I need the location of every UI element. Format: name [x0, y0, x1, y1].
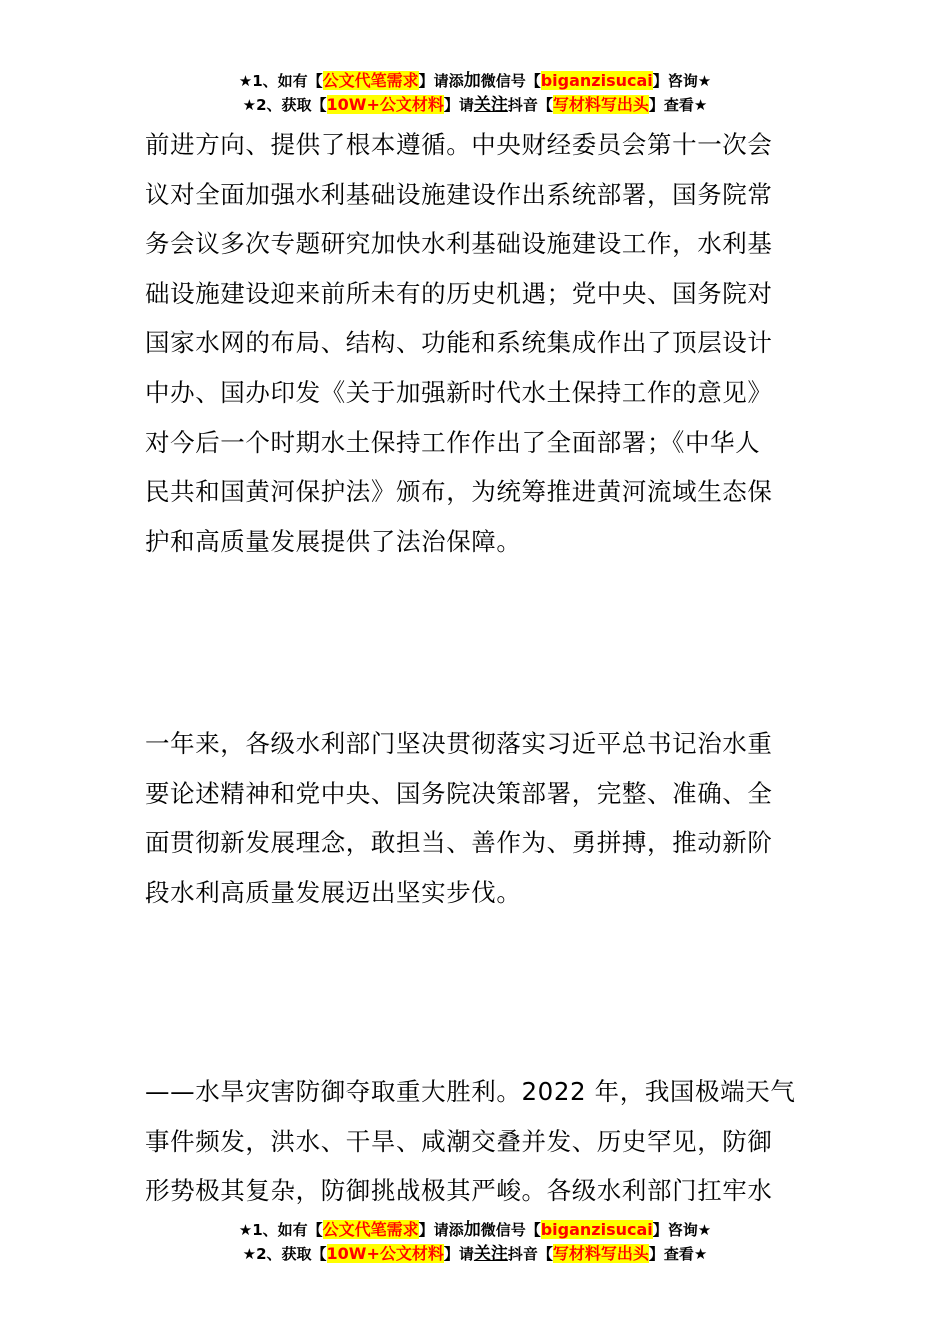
- ghostwriting-tag: 公文代笔需求: [322, 1220, 419, 1239]
- text-line: ——水旱灾害防御夺取重大胜利。2022 年，我国极端天气: [145, 1077, 796, 1106]
- banner-text: 】查看★: [648, 96, 708, 114]
- text-line: 段水利高质量发展迈出坚实步伐。: [145, 877, 522, 907]
- wechat-id: biganzisucai: [540, 71, 653, 90]
- banner-emphasis: 关注: [473, 1244, 508, 1264]
- footer-banner: [0, 1218, 950, 1266]
- banner-text: 抖音【: [507, 96, 553, 114]
- text-line: 中办、国办印发《关于加强新时代水土保持工作的意见》: [145, 377, 773, 407]
- banner-text: 】咨询★: [652, 72, 712, 90]
- banner-emphasis: 加: [463, 71, 481, 91]
- banner-line-2: [0, 1242, 950, 1266]
- banner-text: 】请: [443, 96, 474, 114]
- text-line: 事件频发，洪水、干旱、咸潮交叠并发、历史罕见，防御: [145, 1126, 773, 1156]
- banner-line-2: [0, 93, 950, 117]
- banner-text: 抖音【: [507, 1245, 553, 1263]
- text-line: 民共和国黄河保护法》颁布，为统筹推进黄河流域生态保: [145, 477, 773, 507]
- banner-text: 】请添: [418, 72, 464, 90]
- text-line: 形势极其复杂，防御挑战极其严峻。各级水利部门扛牢水: [145, 1176, 773, 1206]
- ghostwriting-tag: 公文代笔需求: [322, 71, 419, 90]
- banner-line-1: [0, 69, 950, 93]
- materials-tag: 10W+公文材料: [326, 1244, 444, 1263]
- text-line: 对今后一个时期水土保持工作作出了全面部署；《中华人: [145, 427, 761, 457]
- text-line: 议对全面加强水利基础设施建设作出系统部署，国务院常: [145, 179, 773, 209]
- banner-text: 】请: [443, 1245, 474, 1263]
- banner-text: 微信号【: [480, 1221, 541, 1239]
- wechat-id: biganzisucai: [540, 1220, 653, 1239]
- text-line: 务会议多次专题研究加快水利基础设施建设工作，水利基: [145, 229, 773, 259]
- paragraph-3: [145, 1067, 807, 1216]
- banner-text: ★2、获取【: [242, 1245, 327, 1263]
- banner-line-1: [0, 1218, 950, 1242]
- banner-text: 】查看★: [648, 1245, 708, 1263]
- text-line: 面贯彻新发展理念，敢担当、善作为、勇拼搏，推动新阶: [145, 828, 773, 858]
- paragraph-2: [145, 719, 807, 917]
- text-line: 国家水网的布局、结构、功能和系统集成作出了顶层设计: [145, 328, 773, 358]
- text-line: 护和高质量发展提供了法治保障。: [145, 526, 522, 556]
- banner-text: ★1、如有【: [238, 72, 323, 90]
- text-line: 要论述精神和党中央、国务院决策部署，完整、准确、全: [145, 778, 773, 808]
- banner-text: ★1、如有【: [238, 1221, 323, 1239]
- text-line: 一年来，各级水利部门坚决贯彻落实习近平总书记治水重: [145, 729, 773, 758]
- text-line: 前进方向、提供了根本遵循。中央财经委员会第十一次会: [145, 130, 773, 159]
- banner-text: 】请添: [418, 1221, 464, 1239]
- banner-text: 微信号【: [480, 72, 541, 90]
- header-banner: [0, 69, 950, 117]
- douyin-account: 写材料写出头: [552, 1244, 649, 1263]
- banner-emphasis: 关注: [473, 95, 508, 115]
- banner-emphasis: 加: [463, 1220, 481, 1240]
- materials-tag: 10W+公文材料: [326, 95, 444, 114]
- banner-text: 】咨询★: [652, 1221, 712, 1239]
- paragraph-1: [145, 120, 807, 566]
- text-line: 础设施建设迎来前所未有的历史机遇；党中央、国务院对: [145, 278, 773, 308]
- banner-text: ★2、获取【: [242, 96, 327, 114]
- douyin-account: 写材料写出头: [552, 95, 649, 114]
